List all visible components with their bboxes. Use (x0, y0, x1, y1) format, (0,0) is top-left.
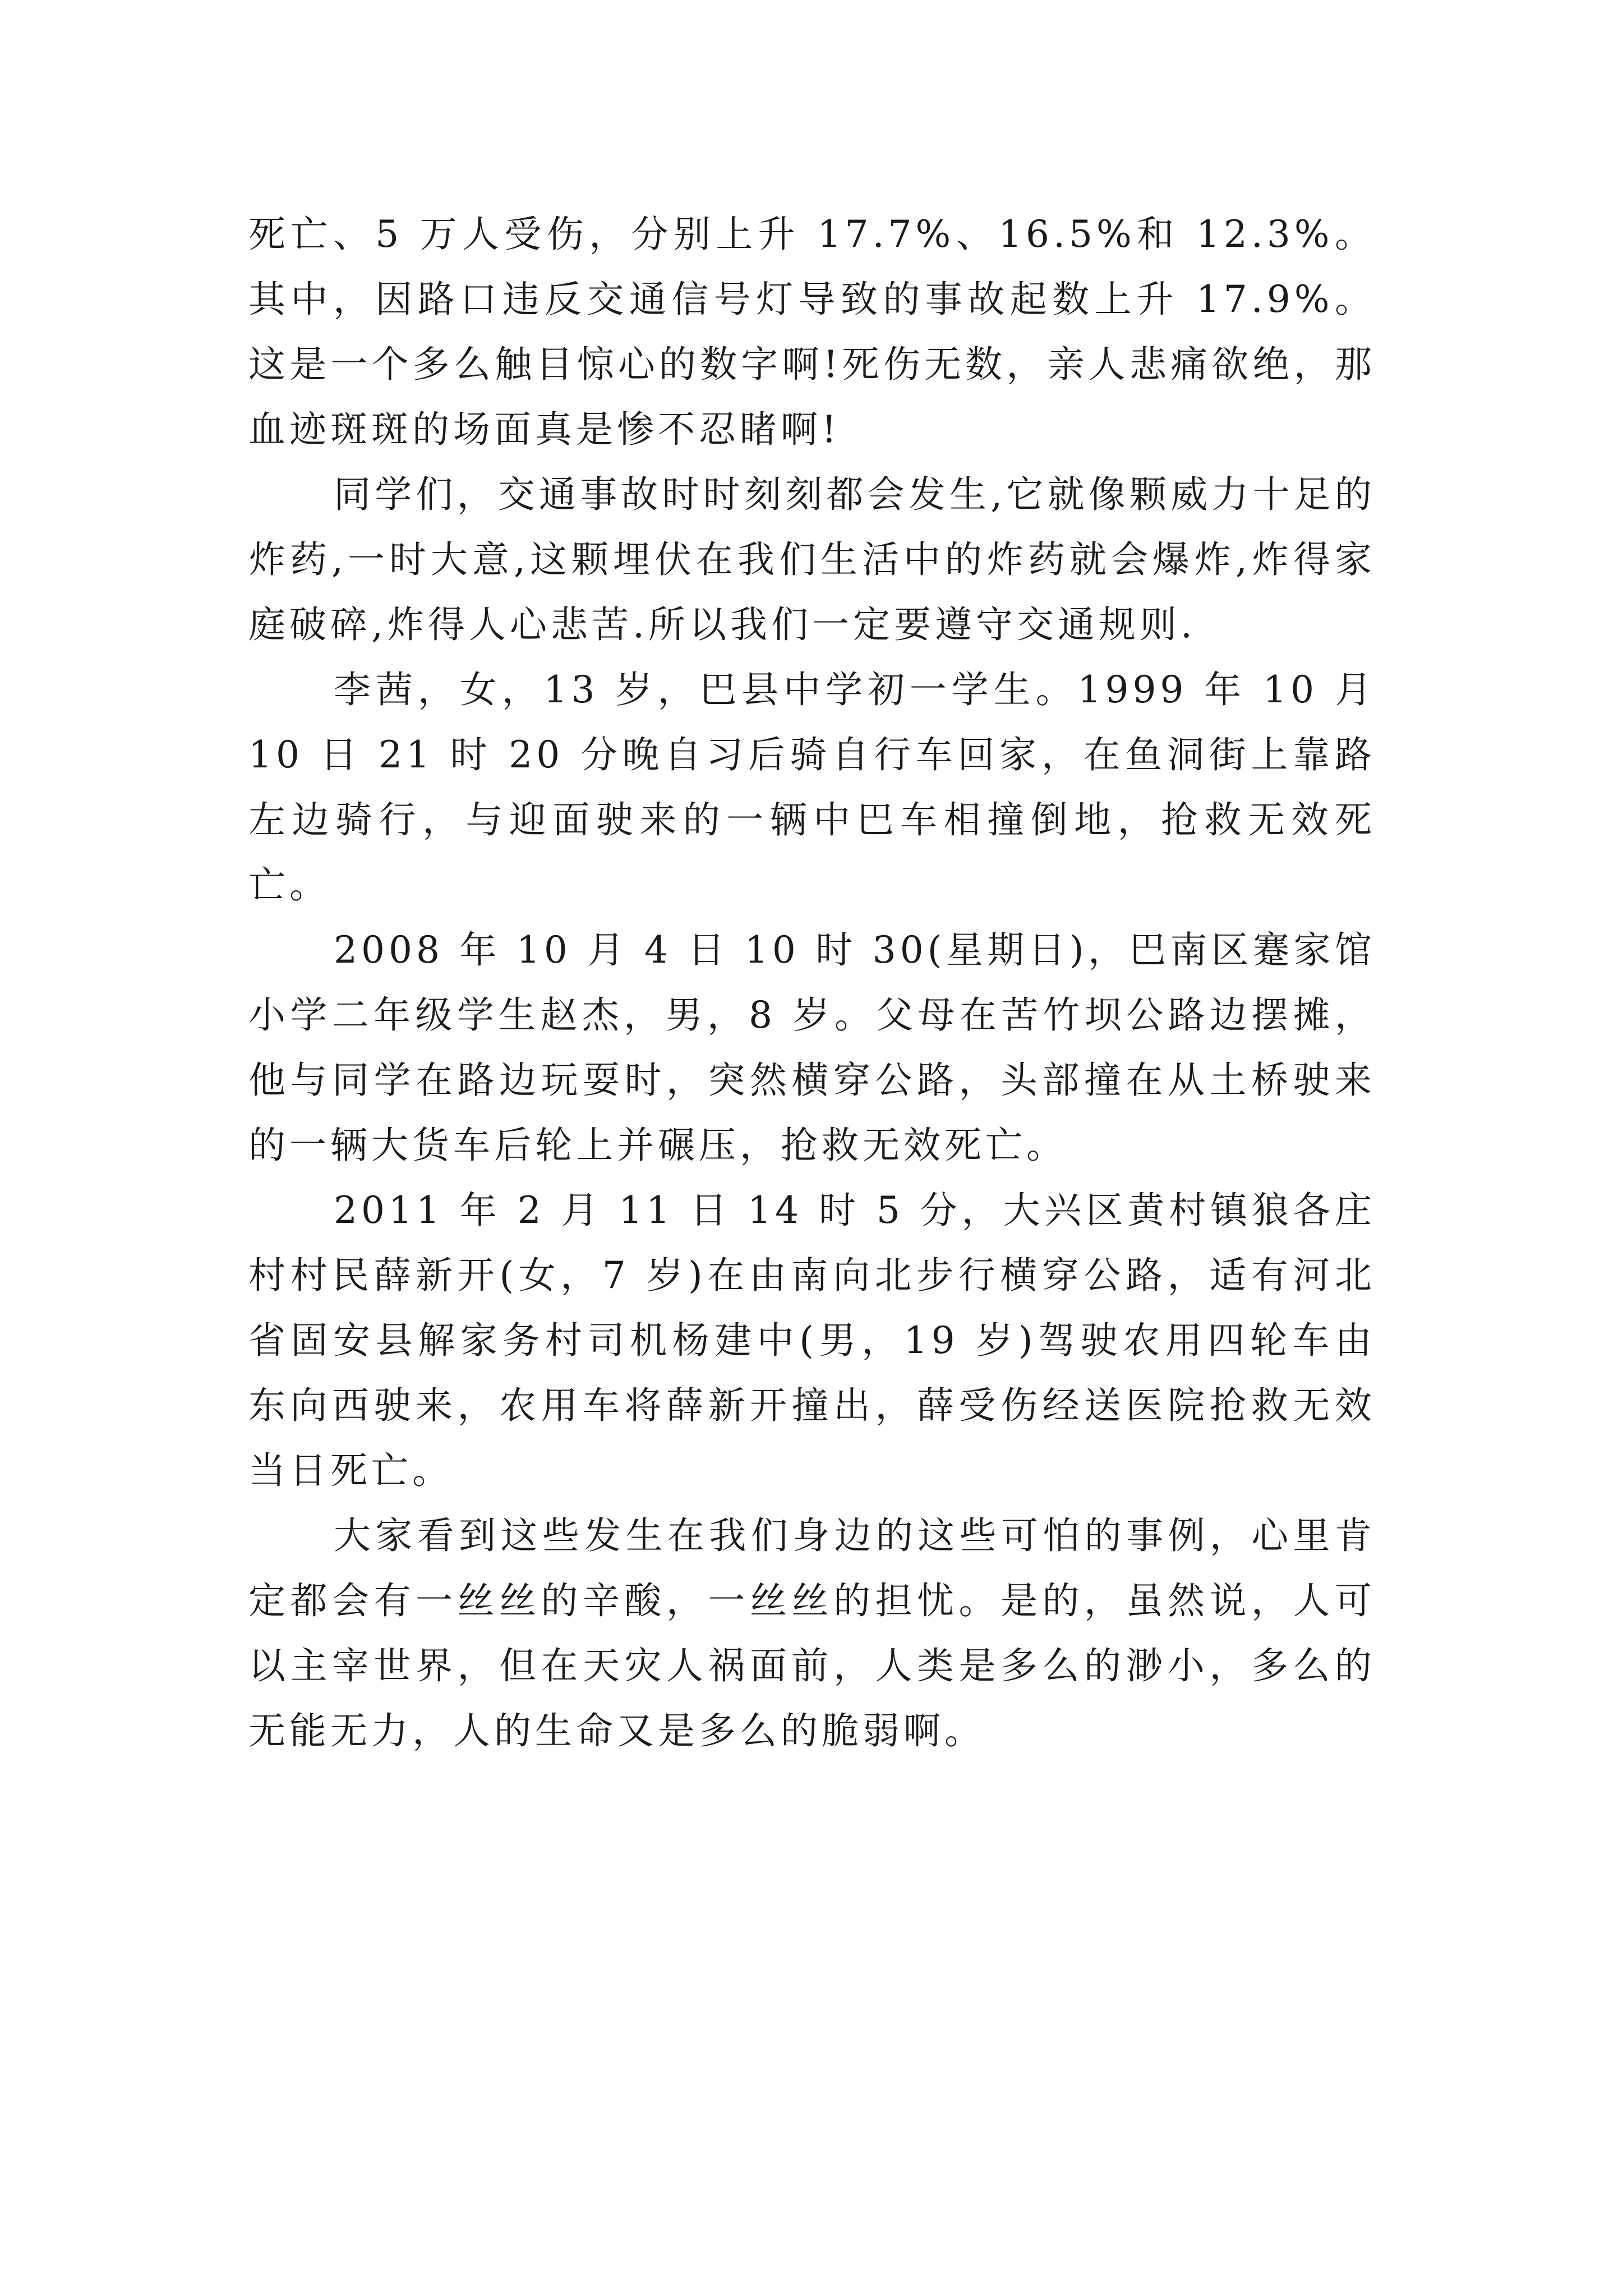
paragraph-case-2008: 2008 年 10 月 4 日 10 时 30(星期日)，巴南区蹇家馆小学二年级学生赵杰，男，8 岁。父母在苦竹坝公路边摆摊，他与同学在路边玩耍时，突然横穿公路，头部撞在从土桥驶来的一辆大货车后轮上并碾压，抢救无效死亡。 (248, 928, 1376, 1167)
paragraph-warning: 同学们，交通事故时时刻刻都会发生,它就像颗威力十足的炸药,一时大意,这颗埋伏在我们生活中的炸药就会爆炸,炸得家庭破碎,炸得人心悲苦.所以我们一定要遵守交通规则. (248, 473, 1376, 646)
paragraph-statistics: 死亡、5 万人受伤，分别上升 17.7%、16.5%和 12.3%。其中，因路口违反交通信号灯导致的事故起数上升 17.9%。这是一个多么触目惊心的数字啊!死伤无数，亲人悲痛欲绝，那血迹斑斑的场面真是惨不忍睹啊! (248, 213, 1376, 451)
paragraph-conclusion: 大家看到这些发生在我们身边的这些可怕的事例，心里肯定都会有一丝丝的辛酸，一丝丝的担忧。是的，虽然说，人可以主宰世界，但在天灾人祸面前，人类是多么的渺小，多么的无能无力，人的生命又是多么的脆弱啊。 (248, 1514, 1376, 1752)
paragraph-case-1999: 李茜，女，13 岁，巴县中学初一学生。1999 年 10 月 10 日 21 时 20 分晚自习后骑自行车回家，在鱼洞街上靠路左边骑行，与迎面驶来的一辆中巴车相撞倒地，抢救无效死亡。 (248, 668, 1376, 907)
paragraph-case-2011: 2011 年 2 月 11 日 14 时 5 分，大兴区黄村镇狼各庄村村民薛新开(女，7 岁)在由南向北步行横穿公路，适有河北省固安县解家务村司机杨建中(男，19 岁)驾驶农用四轮车由东向西驶来，农用车将薛新开撞出，薛受伤经送医院抢救无效当日死亡。 (248, 1189, 1376, 1492)
document-body (248, 202, 1376, 1764)
